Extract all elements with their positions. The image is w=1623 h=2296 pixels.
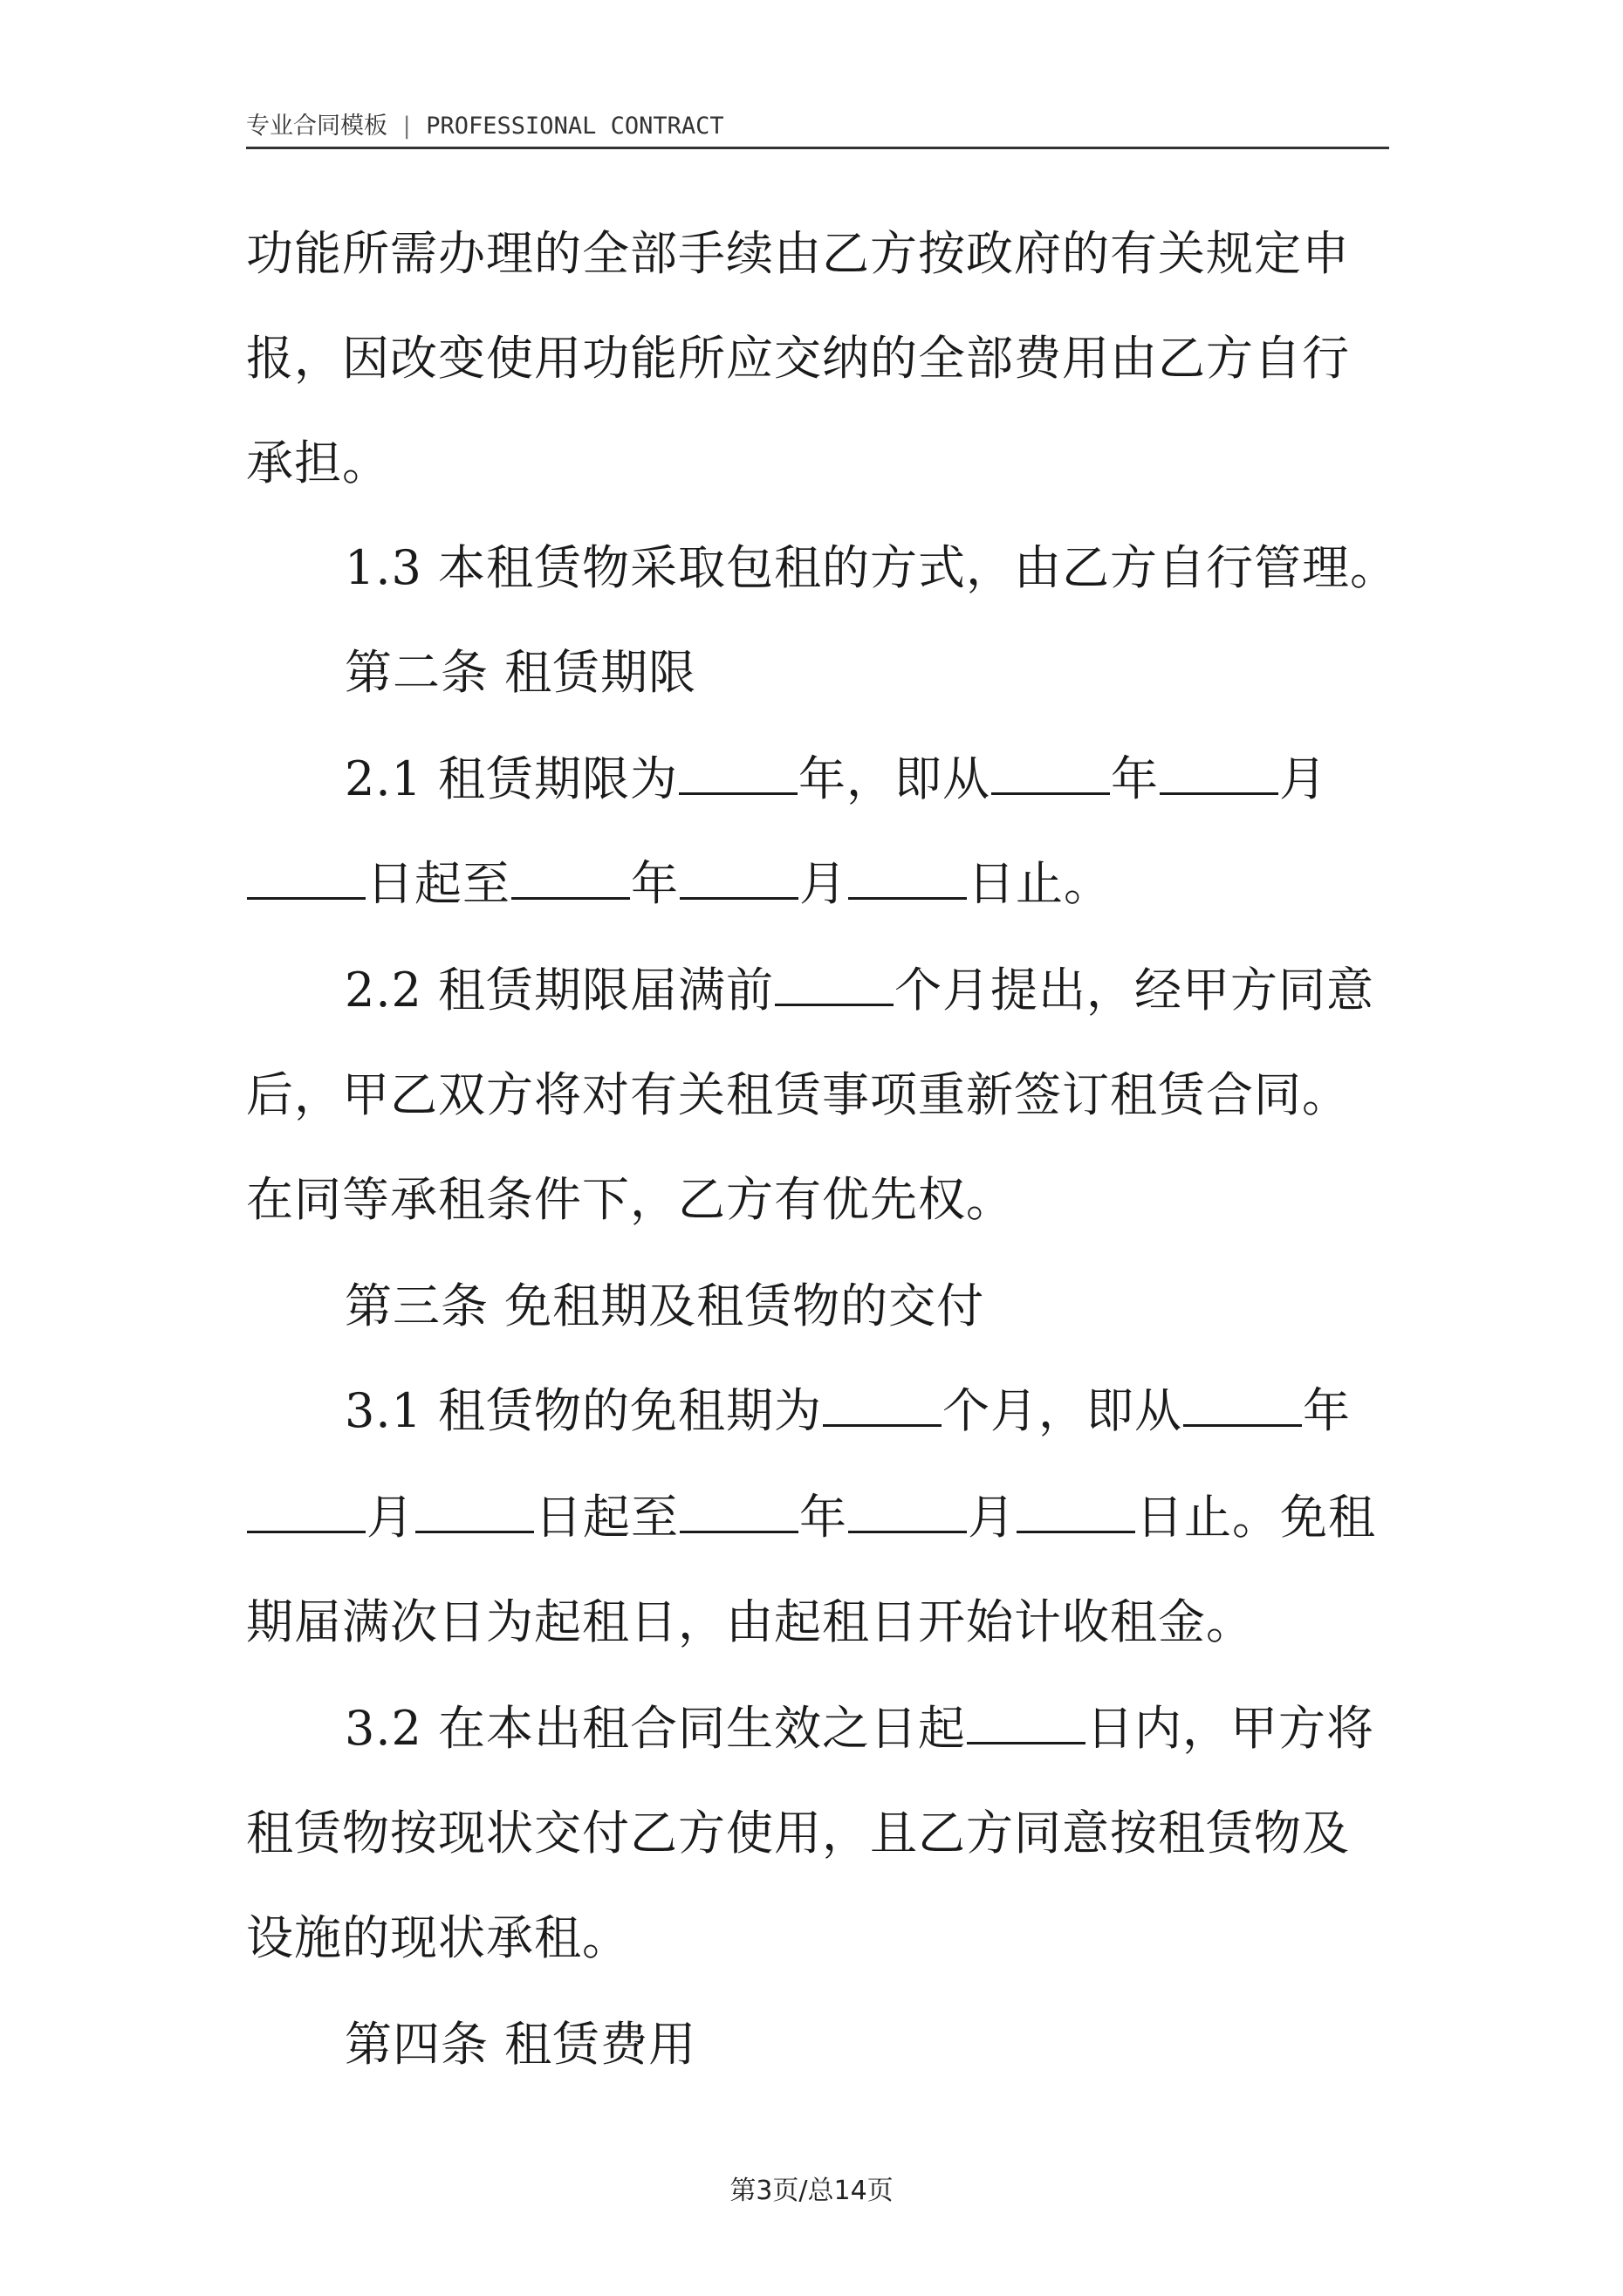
- fill-in-blank: [823, 1384, 942, 1427]
- text-line-2: 报，因改变使用功能所应交纳的全部费用由乙方自行: [246, 331, 1350, 386]
- text-line-6: [345, 749, 1409, 810]
- fill-in-blank: [247, 1491, 366, 1533]
- text-line-4: 1.3 本租赁物采取包租的方式，由乙方自行管理。: [345, 540, 1399, 595]
- text-segment: 年: [1111, 751, 1160, 806]
- text-segment: 月: [799, 856, 847, 911]
- text-line-9: 后，甲乙双方将对有关租赁事项重新签订租赁合同。: [246, 1067, 1350, 1122]
- fill-in-blank: [680, 857, 798, 900]
- text-segment: 个月提出，经甲方同意: [894, 963, 1375, 1018]
- fill-in-blank: [679, 752, 798, 795]
- text-line-8: [345, 960, 1409, 1021]
- section-heading-3: 第三条 免租期及租赁物的交付: [345, 1278, 985, 1333]
- fill-in-blank: [680, 1491, 798, 1533]
- text-line-15: [345, 1698, 1409, 1759]
- text-line-16: 租赁物按现状交付乙方使用，且乙方同意按租赁物及: [246, 1806, 1350, 1861]
- text-line-3: 承担。: [246, 435, 390, 490]
- text-segment: 3.2 在本出租合同生效之日起: [345, 1701, 967, 1756]
- fill-in-blank: [848, 1491, 967, 1533]
- text-line-10: 在同等承租条件下，乙方有优先权。: [246, 1172, 1014, 1227]
- page-header: [246, 106, 1389, 149]
- text-segment: 日止。: [968, 856, 1112, 911]
- fill-in-blank: [511, 857, 630, 900]
- header-right-title: PROFESSIONAL CONTRACT: [426, 113, 724, 140]
- text-line-12: [345, 1381, 1409, 1442]
- text-segment: 月: [1279, 751, 1328, 806]
- text-line-7: [246, 853, 1407, 915]
- header-separator: |: [400, 113, 414, 140]
- fill-in-blank: [415, 1491, 534, 1533]
- text-segment: 日内，甲方将: [1086, 1701, 1375, 1756]
- text-segment: 年: [799, 1490, 847, 1545]
- text-segment: 3.1 租赁物的免租期为: [345, 1383, 823, 1438]
- text-segment: 2.2 租赁期限届满前: [345, 963, 775, 1018]
- text-segment: 年，即从: [798, 751, 991, 806]
- text-segment: 日止。免租: [1136, 1490, 1376, 1545]
- fill-in-blank: [967, 1702, 1085, 1744]
- text-segment: 2.1 租赁期限为: [345, 751, 679, 806]
- text-segment: 个月，即从: [942, 1383, 1183, 1438]
- text-line-1: 功能所需办理的全部手续由乙方按政府的有关规定申: [246, 226, 1350, 281]
- text-segment: 日起至: [366, 856, 510, 911]
- text-segment: 年: [631, 856, 679, 911]
- page-number: 第3页/总14页: [729, 2176, 894, 2206]
- section-heading-2: 第二条 租赁期限: [345, 645, 697, 700]
- text-segment: 月: [968, 1490, 1016, 1545]
- fill-in-blank: [848, 857, 967, 900]
- header-left-title: 专业合同模板: [246, 113, 387, 140]
- fill-in-blank: [1183, 1384, 1302, 1427]
- fill-in-blank: [775, 963, 894, 1006]
- text-segment: 月: [366, 1490, 414, 1545]
- text-segment: 日起至: [535, 1490, 679, 1545]
- fill-in-blank: [1160, 752, 1278, 795]
- text-line-14: 期届满次日为起租日，由起租日开始计收租金。: [246, 1594, 1254, 1649]
- text-segment: 年: [1303, 1383, 1352, 1438]
- text-line-13: [246, 1487, 1407, 1548]
- fill-in-blank: [247, 857, 366, 900]
- section-heading-4: 第四条 租赁费用: [345, 2017, 697, 2072]
- text-line-17: 设施的现状承租。: [246, 1910, 630, 1965]
- fill-in-blank: [991, 752, 1110, 795]
- fill-in-blank: [1017, 1491, 1135, 1533]
